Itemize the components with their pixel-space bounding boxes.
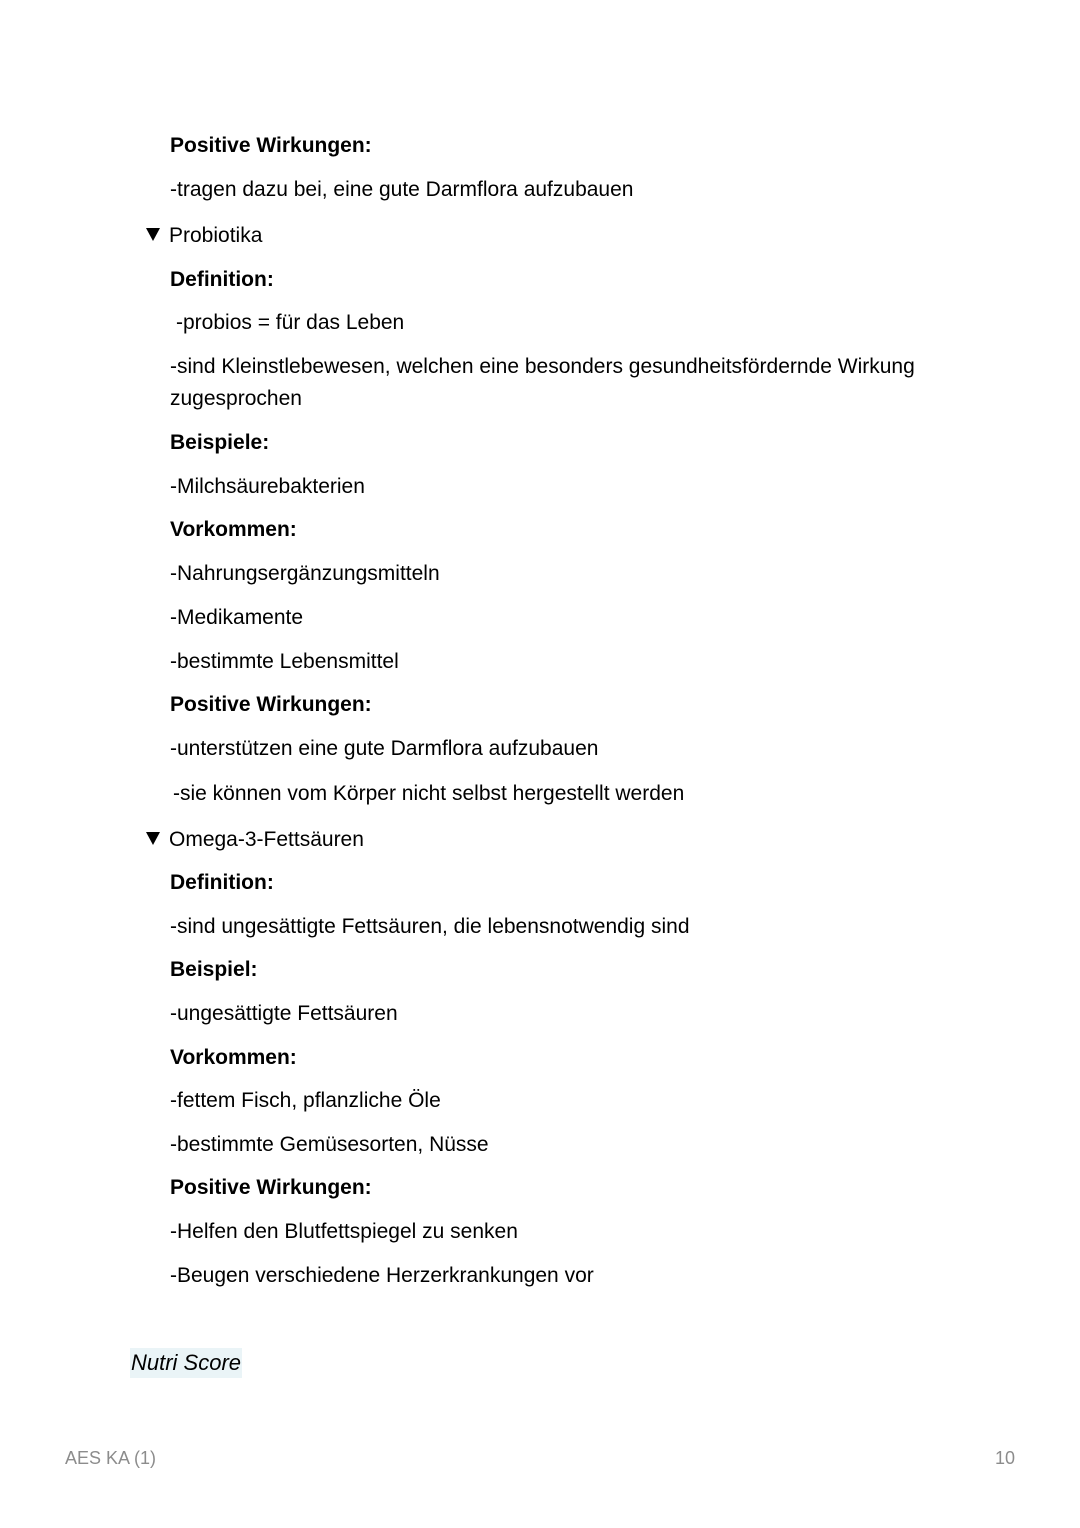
omega3-example-item: -ungesättigte Fettsäuren [170, 1002, 398, 1025]
toggle-open-triangle-icon[interactable] [146, 228, 160, 241]
toggle-open-triangle-icon[interactable] [146, 832, 160, 845]
probiotics-occurrence-item: -bestimmte Lebensmittel [170, 650, 399, 673]
omega3-occurrence-item: -fettem Fisch, pflanzliche Öle [170, 1089, 441, 1112]
nutri-score-heading: Nutri Score [130, 1348, 242, 1378]
toggle-probiotics-title: Probiotika [169, 224, 263, 247]
omega3-definition-item: -sind ungesättigte Fettsäuren, die lebensnotwendig sind [170, 915, 690, 938]
probiotics-example-item: -Milchsäurebakterien [170, 475, 365, 498]
probiotics-occurrence-item: -Nahrungsergänzungsmitteln [170, 562, 440, 585]
footer-document-title: AES KA (1) [65, 1448, 157, 1468]
footer-page-number: 10 [994, 1448, 1015, 1468]
probiotics-positive-item: -sie können vom Körper nicht selbst hergestellt werden [173, 782, 685, 805]
probiotics-examples-heading: Beispiele: [170, 431, 270, 454]
probiotics-positive-item: -unterstützen eine gute Darmflora aufzubauen [170, 737, 599, 760]
omega3-occurrence-item: -bestimmte Gemüsesorten, Nüsse [170, 1133, 489, 1156]
omega3-example-heading: Beispiel: [170, 958, 258, 981]
probiotics-definition-item: -probios = für das Leben [176, 311, 405, 334]
prebiotics-positive-heading: Positive Wirkungen: [170, 134, 372, 157]
probiotics-occurrence-heading: Vorkommen: [170, 518, 297, 541]
omega3-occurrence-heading: Vorkommen: [170, 1046, 297, 1069]
probiotics-definition-heading: Definition: [170, 268, 274, 291]
omega3-positive-heading: Positive Wirkungen: [170, 1176, 372, 1199]
toggle-omega3-title: Omega-3-Fettsäuren [169, 828, 364, 851]
toggle-probiotics[interactable] [146, 220, 262, 252]
omega3-definition-heading: Definition: [170, 871, 274, 894]
probiotics-positive-heading: Positive Wirkungen: [170, 693, 372, 716]
omega3-positive-item: -Beugen verschiedene Herzerkrankungen vor [170, 1264, 594, 1287]
probiotics-definition-item: -sind Kleinstlebewesen, welchen eine besonders gesundheitsfördernde Wirkung zugesprochen [170, 355, 915, 410]
omega3-positive-item: -Helfen den Blutfettspiegel zu senken [170, 1220, 518, 1243]
prebiotics-positive-item: -tragen dazu bei, eine gute Darmflora aufzubauen [170, 178, 634, 201]
probiotics-occurrence-item: -Medikamente [170, 606, 304, 629]
toggle-omega3[interactable] [146, 824, 364, 856]
